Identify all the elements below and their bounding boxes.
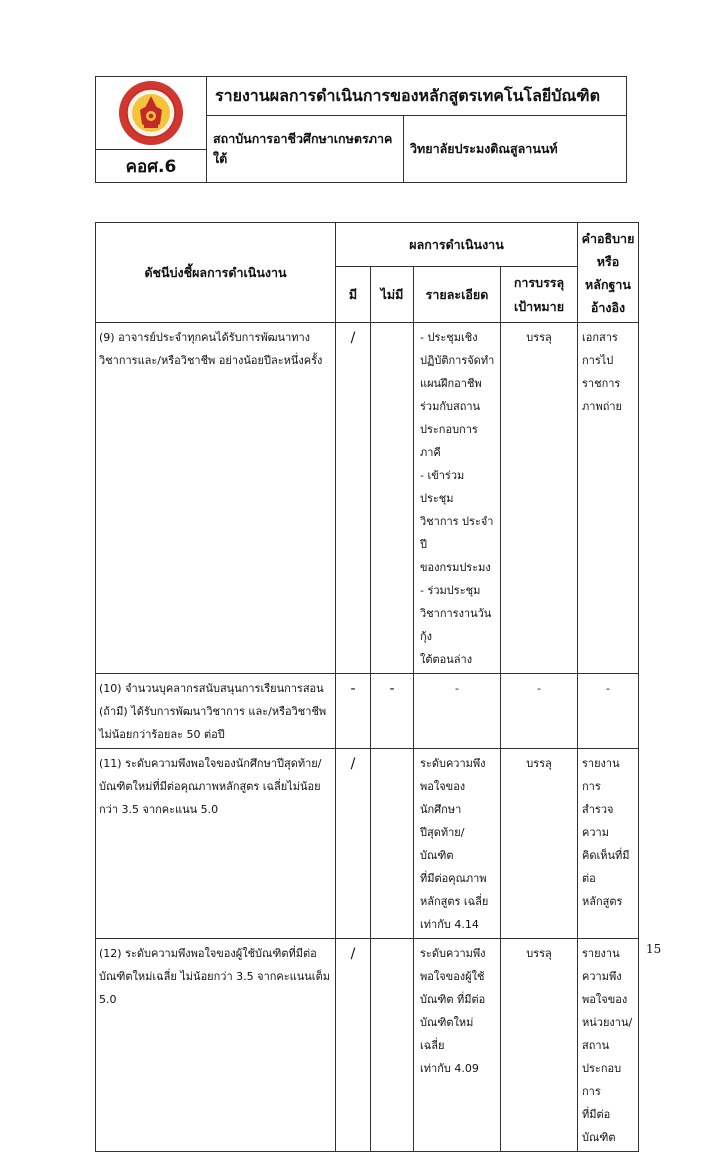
header-indicator: ดัชนีบ่งชี้ผลการดำเนินงาน <box>96 223 336 323</box>
performance-indicator-table <box>95 222 639 1152</box>
table-row <box>96 323 639 674</box>
row-target: บรรลุ <box>501 939 578 1152</box>
row-details: - ประชุมเชิง ปฏิบัติการจัดทำ แผนฝึกอาชีพ ร่วมกับสถาน ประกอบการภาคี - เข้าร่วมประชุม วิชาการ ประจำปี ของกรมประมง - ร่วมประชุม วิชาการงานวันกุ้ง ใต้ตอนล่าง <box>414 323 501 674</box>
report-title: รายงานผลการดำเนินการของหลักสูตรเทคโนโลยีบัณฑิต <box>207 77 627 116</box>
row-has-mark: / <box>336 749 371 939</box>
row-indicator: (9) อาจารย์ประจำทุกคนได้รับการพัฒนาทาง วิชาการและ/หรือวิชาชีพ อย่างน้อยปีละหนึ่งครั้ง <box>96 323 336 674</box>
row-has-not-mark <box>371 939 414 1152</box>
table-row <box>96 749 639 939</box>
row-has-mark: - <box>336 674 371 749</box>
header-results: ผลการดำเนินงาน <box>336 223 578 267</box>
row-target: - <box>501 674 578 749</box>
report-header-table <box>95 76 627 183</box>
row-details: - <box>414 674 501 749</box>
row-indicator: (10) จำนวนบุคลากรสนับสนุนการเรียนการสอน (ถ้ามี) ได้รับการพัฒนาวิชาการ และ/หรือวิชาชีพ ไม่น้อยกว่าร้อยละ 50 ต่อปี <box>96 674 336 749</box>
row-target: บรรลุ <box>501 323 578 674</box>
college-name: วิทยาลัยประมงติณสูลานนท์ <box>404 116 627 183</box>
row-details: ระดับความพึง พอใจของนักศึกษา ปีสุดท้าย/บัณฑิต ที่มีต่อคุณภาพ หลักสูตร เฉลี่ย เท่ากับ 4.14 <box>414 749 501 939</box>
row-has-not-mark: - <box>371 674 414 749</box>
table-row <box>96 939 639 1152</box>
institution-seal-logo <box>118 80 184 146</box>
row-reference: เอกสารการไป ราชการ ภาพถ่าย <box>578 323 639 674</box>
page-number: 15 <box>646 942 662 956</box>
row-has-not-mark <box>371 749 414 939</box>
table-row <box>96 674 639 749</box>
header-has: มี <box>336 267 371 323</box>
row-indicator: (11) ระดับความพึงพอใจของนักศึกษาปีสุดท้าย/ บัณฑิตใหม่ที่มีต่อคุณภาพหลักสูตร เฉลี่ยไม่น้อย กว่า 3.5 จากคะแนน 5.0 <box>96 749 336 939</box>
row-indicator: (12) ระดับความพึงพอใจของผู้ใช้บัณฑิตที่มีต่อ บัณฑิตใหม่เฉลี่ย ไม่น้อยกว่า 3.5 จากคะแนนเต็ม 5.0 <box>96 939 336 1152</box>
logo-cell <box>96 77 207 150</box>
row-reference: รายงานการ สำรวจความ คิดเห็นที่มีต่อ หลักสูตร <box>578 749 639 939</box>
row-details: ระดับความพึง พอใจของผู้ใช้ บัณฑิต ที่มีต่อ บัณฑิตใหม่เฉลี่ย เท่ากับ 4.09 <box>414 939 501 1152</box>
row-reference: รายงานความพึง พอใจของ หน่วยงาน/สถาน ประกอบการ ที่มีต่อบัณฑิต <box>578 939 639 1152</box>
row-target: บรรลุ <box>501 749 578 939</box>
header-target: การบรรลุ เป้าหมาย <box>501 267 578 323</box>
header-has-not: ไม่มี <box>371 267 414 323</box>
header-explanation: คำอธิบาย หรือ หลักฐาน อ้างอิง <box>578 223 639 323</box>
header-details: รายละเอียด <box>414 267 501 323</box>
row-has-not-mark <box>371 323 414 674</box>
row-has-mark: / <box>336 323 371 674</box>
form-code: คอศ.6 <box>96 150 207 183</box>
row-reference: - <box>578 674 639 749</box>
row-has-mark: / <box>336 939 371 1152</box>
institute-name: สถาบันการอาชีวศึกษาเกษตรภาคใต้ <box>207 116 404 183</box>
